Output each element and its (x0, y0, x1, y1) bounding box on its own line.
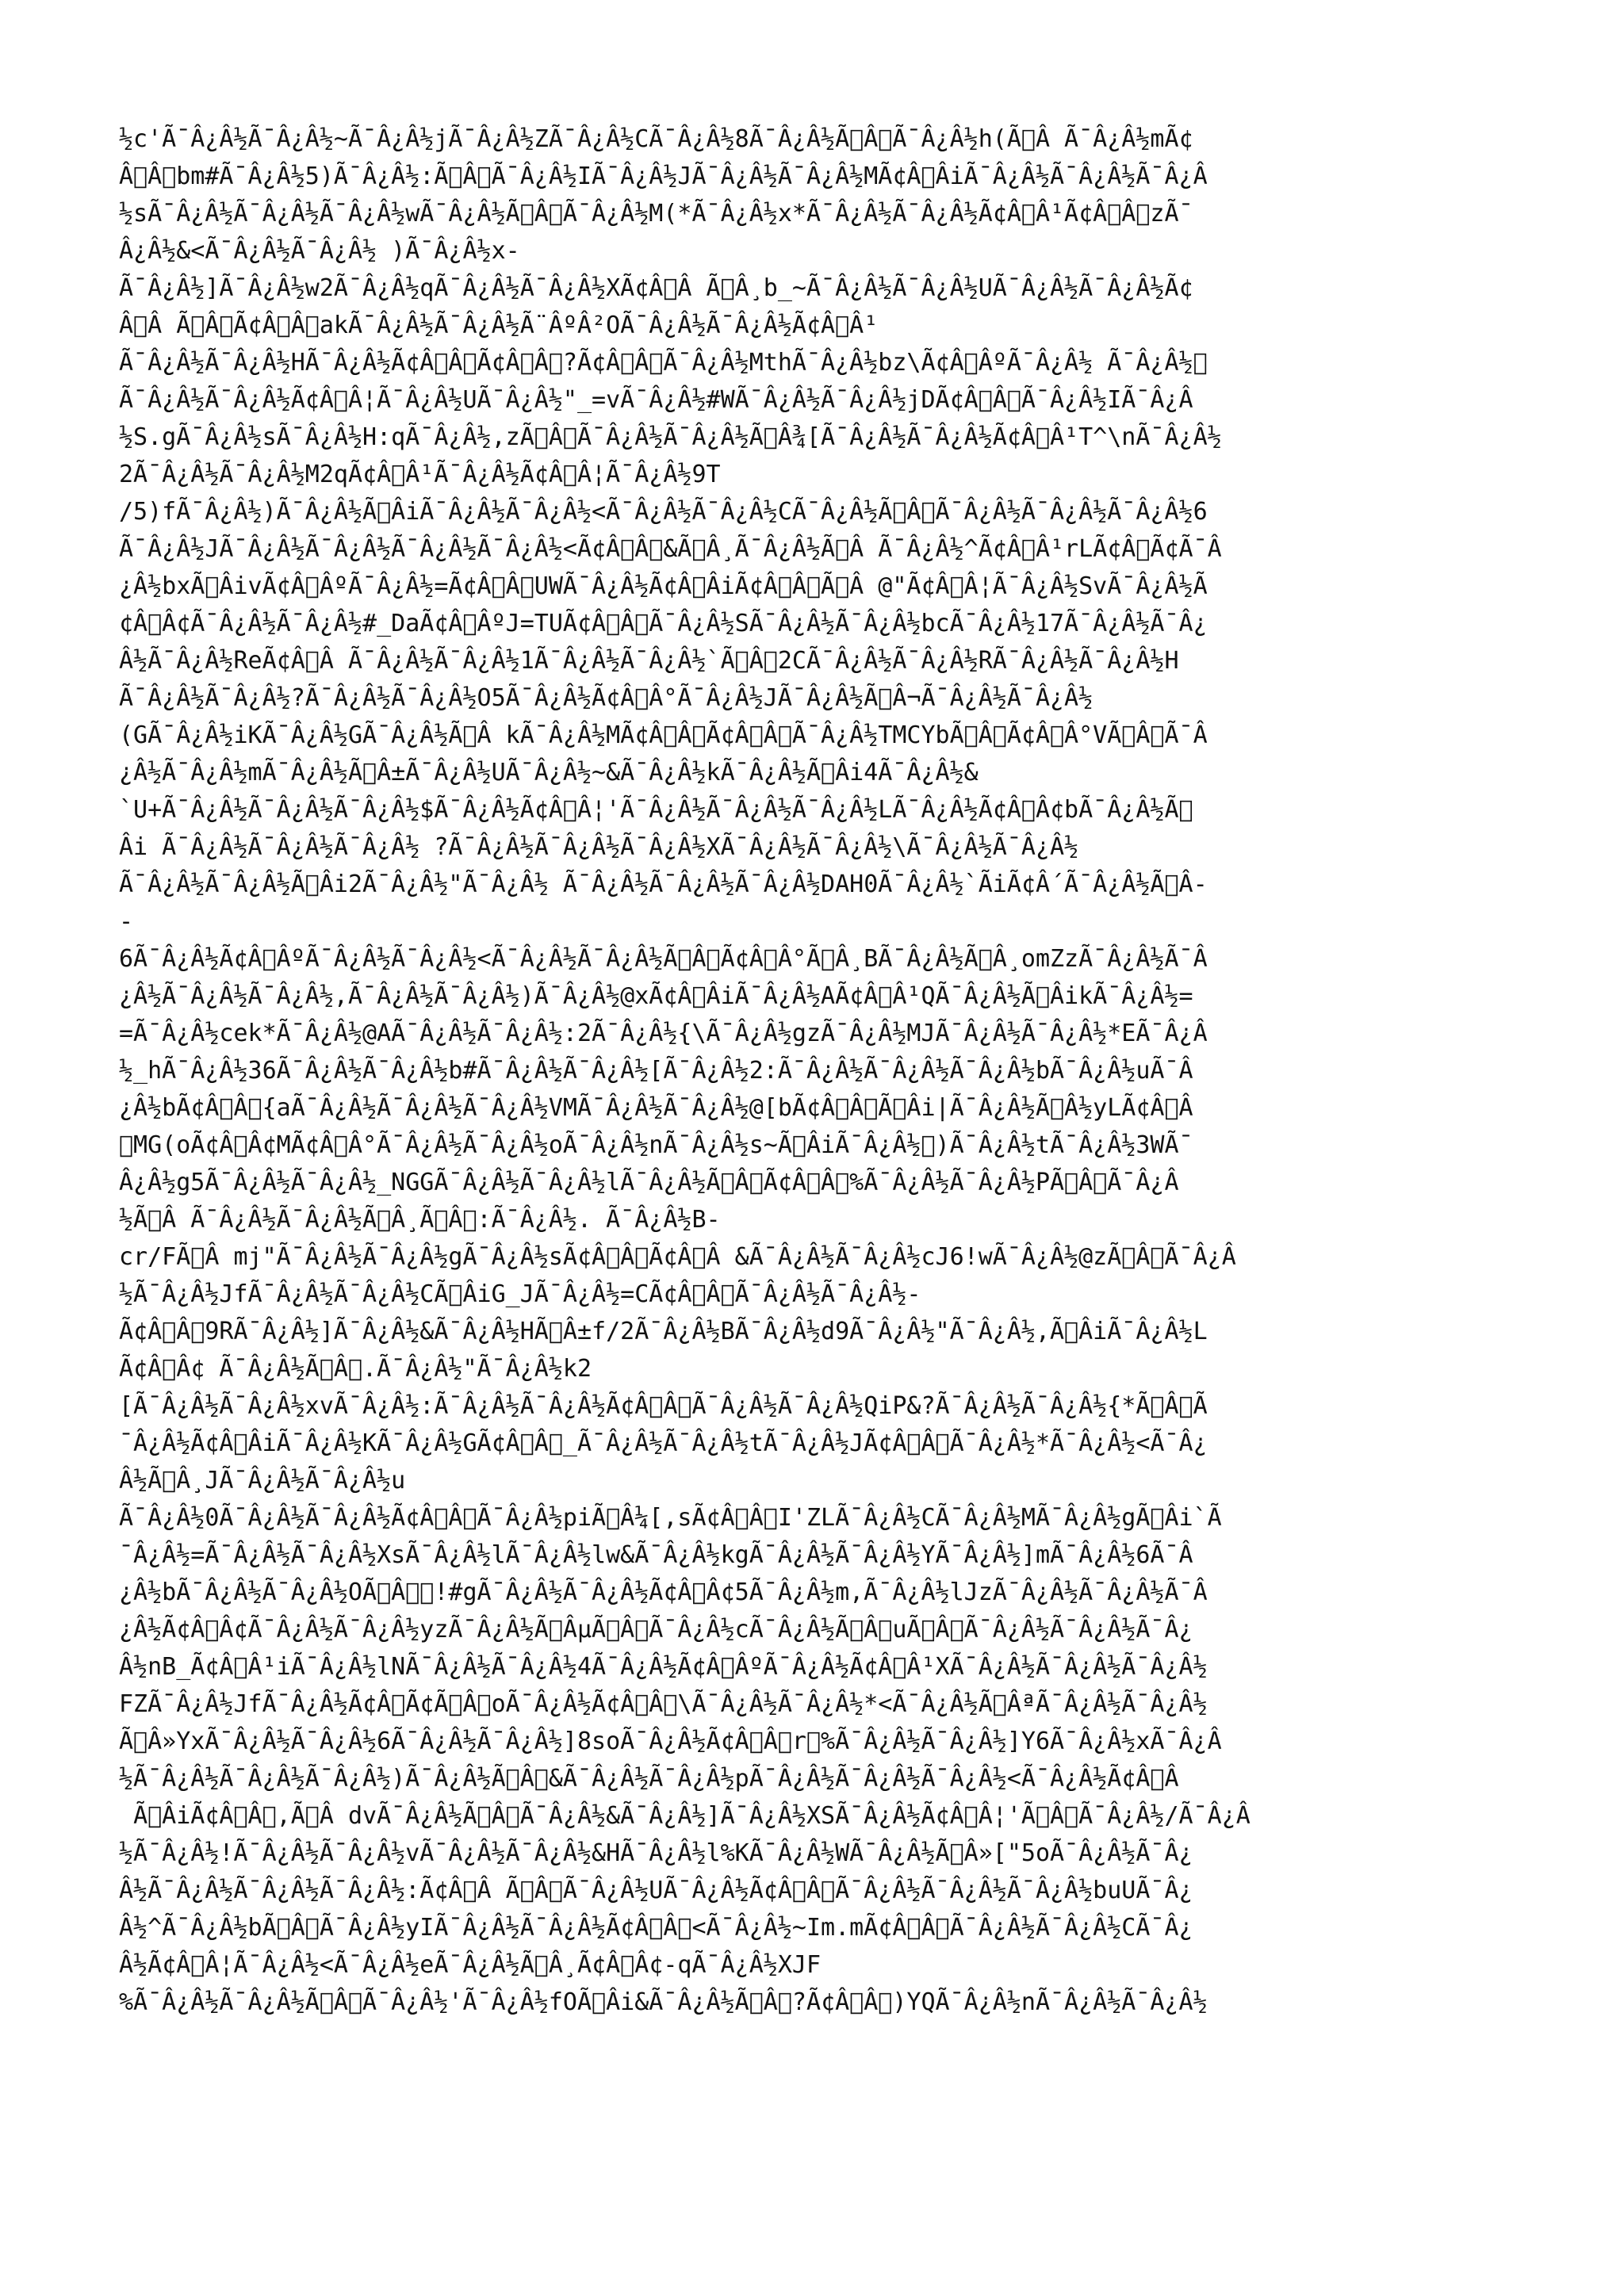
document-page (119, 121, 1515, 2182)
garbled-body-text: ½c'Ã¯Â¿Â½Ã¯Â¿Â½~Ã¯Â¿Â½jÃ¯Â¿Â½ZÃ¯Â¿Â½CÃ¯Â¿Â½8Ã¯Â¿Â½Ã Â Ã¯Â¿Â½h(Ã Â Ã¯Â¿Â½mÃ¢ Â Â bm#Ã¯Â¿Â½5)Ã¯Â¿Â½:Ã Â Ã¯Â¿Â½IÃ¯Â¿Â½JÃ¯Â¿Â½Ã¯Â¿Â½MÃ¢Â ÂiÃ¯Â¿Â½Ã¯Â¿Â½Ã¯Â¿Â ½sÃ¯Â¿Â½Ã¯Â¿Â½Ã¯Â¿Â½wÃ¯Â¿Â½Ã Â Ã¯Â¿Â½M(*Ã¯Â¿Â½x*Ã¯Â¿Â½Ã¯Â¿Â½Ã¢Â Â¹Ã¢Â Â zÃ¯ Â¿Â½&<Ã¯Â¿Â½Ã¯Â¿Â½ )Ã¯Â¿Â½x- Ã¯Â¿Â½]Ã¯Â¿Â½w2Ã¯Â¿Â½qÃ¯Â¿Â½Ã¯Â¿Â½XÃ¢Â Â Ã Â¸b_~Ã¯Â¿Â½Ã¯Â¿Â½UÃ¯Â¿Â½Ã¯Â¿Â½Ã¢ Â Â Ã Â Ã¢Â Â akÃ¯Â¿Â½Ã¯Â¿Â½Ã¨ÂºÂ²OÃ¯Â¿Â½Ã¯Â¿Â½Ã¢Â Â¹ Ã¯Â¿Â½Ã¯Â¿Â½HÃ¯Â¿Â½Ã¢Â Â Ã¢Â Â ?Ã¢Â Â Ã¯Â¿Â½MthÃ¯Â¿Â½bz\Ã¢Â ÂºÃ¯Â¿Â½ Ã¯Â¿Â½  Ã¯Â¿Â½Ã¯Â¿Â½Ã¢Â Â¦Ã¯Â¿Â½UÃ¯Â¿Â½"_=vÃ¯Â¿Â½#WÃ¯Â¿Â½Ã¯Â¿Â½jDÃ¢Â Â Ã¯Â¿Â½IÃ¯Â¿Â ½S.gÃ¯Â¿Â½sÃ¯Â¿Â½H:qÃ¯Â¿Â½,zÃ Â Ã¯Â¿Â½Ã¯Â¿Â½Ã Â¾[Ã¯Â¿Â½Ã¯Â¿Â½Ã¢Â Â¹T^\nÃ¯Â¿Â½ 2Ã¯Â¿Â½Ã¯Â¿Â½M2qÃ¢Â Â¹Ã¯Â¿Â½Ã¢Â Â¦Ã¯Â¿Â½9T /5)fÃ¯Â¿Â½)Ã¯Â¿Â½Ã ÂiÃ¯Â¿Â½Ã¯Â¿Â½<Ã¯Â¿Â½Ã¯Â¿Â½CÃ¯Â¿Â½Ã Â Ã¯Â¿Â½Ã¯Â¿Â½Ã¯Â¿Â½6 Ã¯Â¿Â½JÃ¯Â¿Â½Ã¯Â¿Â½Ã¯Â¿Â½Ã¯Â¿Â½<Ã¢Â Â &Ã Â¸Ã¯Â¿Â½Ã Â Ã¯Â¿Â½^Ã¢Â Â¹rLÃ¢Â Ã¢Ã¯Â ¿Â½bxÃ ÂivÃ¢Â ÂºÃ¯Â¿Â½=Ã¢Â Â UWÃ¯Â¿Â½Ã¢Â ÂiÃ¢Â Â Ã Â @"Ã¢Â Â¦Ã¯Â¿Â½SvÃ¯Â¿Â½Ã ¢Â Â¢Ã¯Â¿Â½Ã¯Â¿Â½#_DaÃ¢Â ÂºJ=TUÃ¢Â Â Ã¯Â¿Â½SÃ¯Â¿Â½Ã¯Â¿Â½bcÃ¯Â¿Â½17Ã¯Â¿Â½Ã¯Â¿ Â½Ã¯Â¿Â½ReÃ¢Â Â Ã¯Â¿Â½Ã¯Â¿Â½1Ã¯Â¿Â½Ã¯Â¿Â½`Ã Â 2CÃ¯Â¿Â½Ã¯Â¿Â½RÃ¯Â¿Â½Ã¯Â¿Â½H Ã¯Â¿Â½Ã¯Â¿Â½?Ã¯Â¿Â½Ã¯Â¿Â½O5Ã¯Â¿Â½Ã¢Â Â°Ã¯Â¿Â½JÃ¯Â¿Â½Ã Â¬Ã¯Â¿Â½Ã¯Â¿Â½ (GÃ¯Â¿Â½iKÃ¯Â¿Â½GÃ¯Â¿Â½Ã Â kÃ¯Â¿Â½MÃ¢Â Â Ã¢Â Â Ã¯Â¿Â½TMCYbÃ Â Ã¢Â Â°VÃ Â Ã¯Â ¿Â½Ã¯Â¿Â½mÃ¯Â¿Â½Ã Â±Ã¯Â¿Â½UÃ¯Â¿Â½~&Ã¯Â¿Â½kÃ¯Â¿Â½Ã Âi4Ã¯Â¿Â½& `U+Ã¯Â¿Â½Ã¯Â¿Â½Ã¯Â¿Â½$Ã¯Â¿Â½Ã¢Â Â¦'Ã¯Â¿Â½Ã¯Â¿Â½Ã¯Â¿Â½LÃ¯Â¿Â½Ã¢Â Â¢bÃ¯Â¿Â½Ã  Âi Ã¯Â¿Â½Ã¯Â¿Â½Ã¯Â¿Â½ ?Ã¯Â¿Â½Ã¯Â¿Â½Ã¯Â¿Â½XÃ¯Â¿Â½Ã¯Â¿Â½\Ã¯Â¿Â½Ã¯Â¿Â½ Ã¯Â¿Â½Ã¯Â¿Â½Ã Âi2Ã¯Â¿Â½"Ã¯Â¿Â½ Ã¯Â¿Â½Ã¯Â¿Â½Ã¯Â¿Â½DAH0Ã¯Â¿Â½`ÃiÃ¢Â´Ã¯Â¿Â½Ã Â- - 6Ã¯Â¿Â½Ã¢Â ÂºÃ¯Â¿Â½Ã¯Â¿Â½<Ã¯Â¿Â½Ã¯Â¿Â½Ã Â Ã¢Â Â°Ã Â¸BÃ¯Â¿Â½Ã Â¸omZzÃ¯Â¿Â½Ã¯Â ¿Â½Ã¯Â¿Â½Ã¯Â¿Â½,Ã¯Â¿Â½Ã¯Â¿Â½)Ã¯Â¿Â½@xÃ¢Â ÂiÃ¯Â¿Â½AÃ¢Â Â¹QÃ¯Â¿Â½Ã ÂikÃ¯Â¿Â½= =Ã¯Â¿Â½cek*Ã¯Â¿Â½@AÃ¯Â¿Â½Ã¯Â¿Â½:2Ã¯Â¿Â½{\Ã¯Â¿Â½gzÃ¯Â¿Â½MJÃ¯Â¿Â½Ã¯Â¿Â½*EÃ¯Â¿Â ½_hÃ¯Â¿Â½36Ã¯Â¿Â½Ã¯Â¿Â½b#Ã¯Â¿Â½Ã¯Â¿Â½[Ã¯Â¿Â½2:Ã¯Â¿Â½Ã¯Â¿Â½Ã¯Â¿Â½bÃ¯Â¿Â½uÃ¯Â ¿Â½bÃ¢Â Â {aÃ¯Â¿Â½Ã¯Â¿Â½Ã¯Â¿Â½VMÃ¯Â¿Â½Ã¯Â¿Â½@[bÃ¢Â Â Ã Âi|Ã¯Â¿Â½Ã Â½yLÃ¢Â Â  MG(oÃ¢Â Â¢MÃ¢Â Â°Ã¯Â¿Â½Ã¯Â¿Â½oÃ¯Â¿Â½nÃ¯Â¿Â½s~Ã ÂiÃ¯Â¿Â½ )Ã¯Â¿Â½tÃ¯Â¿Â½3WÃ¯ Â¿Â½g5Ã¯Â¿Â½Ã¯Â¿Â½_NGGÃ¯Â¿Â½Ã¯Â¿Â½lÃ¯Â¿Â½Ã Â Ã¢Â Â %Ã¯Â¿Â½Ã¯Â¿Â½PÃ Â Ã¯Â¿Â ½Ã Â Ã¯Â¿Â½Ã¯Â¿Â½Ã Â¸Ã Â :Ã¯Â¿Â½. Ã¯Â¿Â½B- cr/FÃ Â mj"Ã¯Â¿Â½Ã¯Â¿Â½gÃ¯Â¿Â½sÃ¢Â Â Ã¢Â Â &Ã¯Â¿Â½Ã¯Â¿Â½cJ6!wÃ¯Â¿Â½@zÃ Â Ã¯Â¿Â ½Ã¯Â¿Â½JfÃ¯Â¿Â½Ã¯Â¿Â½CÃ ÂiG_JÃ¯Â¿Â½=CÃ¢Â Â Ã¯Â¿Â½Ã¯Â¿Â½- Ã¢Â Â 9RÃ¯Â¿Â½]Ã¯Â¿Â½&Ã¯Â¿Â½HÃ Â±f/2Ã¯Â¿Â½BÃ¯Â¿Â½d9Ã¯Â¿Â½"Ã¯Â¿Â½,Ã ÂiÃ¯Â¿Â½L Ã¢Â Â¢ Ã¯Â¿Â½Ã Â .Ã¯Â¿Â½"Ã¯Â¿Â½k2 [Ã¯Â¿Â½Ã¯Â¿Â½xvÃ¯Â¿Â½:Ã¯Â¿Â½Ã¯Â¿Â½Ã¢Â Â Ã¯Â¿Â½Ã¯Â¿Â½QiP&?Ã¯Â¿Â½Ã¯Â¿Â½{*Ã Â Ã ¯Â¿Â½Ã¢Â ÂiÃ¯Â¿Â½KÃ¯Â¿Â½GÃ¢Â Â _Ã¯Â¿Â½Ã¯Â¿Â½tÃ¯Â¿Â½JÃ¢Â Â Ã¯Â¿Â½*Ã¯Â¿Â½<Ã¯Â¿ Â½Ã Â¸JÃ¯Â¿Â½Ã¯Â¿Â½u Ã¯Â¿Â½0Ã¯Â¿Â½Ã¯Â¿Â½Ã¢Â Â Ã¯Â¿Â½piÃ Â¼[,sÃ¢Â Â I'ZLÃ¯Â¿Â½CÃ¯Â¿Â½MÃ¯Â¿Â½gÃ Âi`Ã ¯Â¿Â½=Ã¯Â¿Â½Ã¯Â¿Â½XsÃ¯Â¿Â½lÃ¯Â¿Â½lw&Ã¯Â¿Â½kgÃ¯Â¿Â½Ã¯Â¿Â½YÃ¯Â¿Â½]mÃ¯Â¿Â½6Ã¯Â ¿Â½bÃ¯Â¿Â½Ã¯Â¿Â½OÃ Â  !#gÃ¯Â¿Â½Ã¯Â¿Â½Ã¢Â Â¢5Ã¯Â¿Â½m,Ã¯Â¿Â½lJzÃ¯Â¿Â½Ã¯Â¿Â½Ã¯Â ¿Â½Ã¢Â Â¢Ã¯Â¿Â½Ã¯Â¿Â½yzÃ¯Â¿Â½Ã ÂµÃ Â Ã¯Â¿Â½cÃ¯Â¿Â½Ã Â uÃ Â Ã¯Â¿Â½Ã¯Â¿Â½Ã¯Â¿ Â½nB_Ã¢Â Â¹iÃ¯Â¿Â½lNÃ¯Â¿Â½Ã¯Â¿Â½4Ã¯Â¿Â½Ã¢Â ÂºÃ¯Â¿Â½Ã¢Â Â¹XÃ¯Â¿Â½Ã¯Â¿Â½Ã¯Â¿Â½ FZÃ¯Â¿Â½JfÃ¯Â¿Â½Ã¢Â Ã¢Ã Â oÃ¯Â¿Â½Ã¢Â Â \Ã¯Â¿Â½Ã¯Â¿Â½*<Ã¯Â¿Â½Ã ÂªÃ¯Â¿Â½Ã¯Â¿Â½ Ã Â»YxÃ¯Â¿Â½Ã¯Â¿Â½6Ã¯Â¿Â½Ã¯Â¿Â½]8soÃ¯Â¿Â½Ã¢Â Â r %Ã¯Â¿Â½Ã¯Â¿Â½]Y6Ã¯Â¿Â½xÃ¯Â¿Â ½Ã¯Â¿Â½Ã¯Â¿Â½Ã¯Â¿Â½)Ã¯Â¿Â½Ã Â &Ã¯Â¿Â½Ã¯Â¿Â½pÃ¯Â¿Â½Ã¯Â¿Â½Ã¯Â¿Â½<Ã¯Â¿Â½Ã¢Â Â Ã ÂiÃ¢Â Â ,Ã Â dvÃ¯Â¿Â½Ã Â Ã¯Â¿Â½&Ã¯Â¿Â½]Ã¯Â¿Â½XSÃ¯Â¿Â½Ã¢Â Â¦'Ã Â Ã¯Â¿Â½/Ã¯Â¿Â ½Ã¯Â¿Â½!Ã¯Â¿Â½Ã¯Â¿Â½vÃ¯Â¿Â½Ã¯Â¿Â½&HÃ¯Â¿Â½l%KÃ¯Â¿Â½WÃ¯Â¿Â½Ã Â»["5oÃ¯Â¿Â½Ã¯Â¿ Â½Ã¯Â¿Â½Ã¯Â¿Â½Ã¯Â¿Â½:Ã¢Â Â Ã Â Ã¯Â¿Â½UÃ¯Â¿Â½Ã¢Â Â Ã¯Â¿Â½Ã¯Â¿Â½Ã¯Â¿Â½buUÃ¯Â¿ Â½^Ã¯Â¿Â½bÃ Â Ã¯Â¿Â½yIÃ¯Â¿Â½Ã¯Â¿Â½Ã¢Â Â <Ã¯Â¿Â½~Im.mÃ¢Â Â Ã¯Â¿Â½Ã¯Â¿Â½CÃ¯Â¿ Â½Ã¢Â Â¦Ã¯Â¿Â½<Ã¯Â¿Â½eÃ¯Â¿Â½Ã Â¸Ã¢Â Â¢-qÃ¯Â¿Â½XJF %Ã¯Â¿Â½Ã¯Â¿Â½Ã Â Ã¯Â¿Â½'Ã¯Â¿Â½fOÃ Âi&Ã¯Â¿Â½Ã Â ?Ã¢Â Â )YQÃ¯Â¿Â½nÃ¯Â¿Â½Ã¯Â¿Â½ (119, 125, 1251, 2016)
